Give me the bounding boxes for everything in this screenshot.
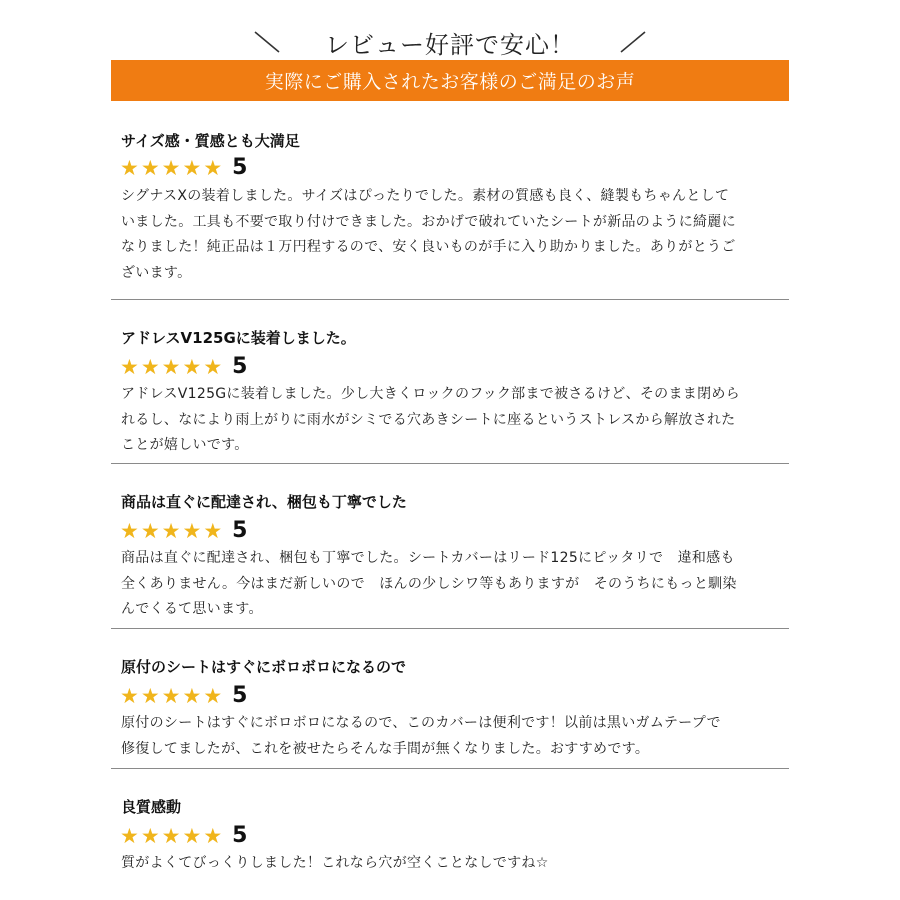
customer-voice-banner: 実際にご購入されたお客様のご満足のお声 xyxy=(111,60,789,101)
review-item xyxy=(111,629,789,769)
review-text xyxy=(121,382,783,459)
star-icon: ★ xyxy=(182,823,202,848)
review-text-line: いました。工具も不要で取り付けできました。おかげで破れていたシートが新品のように綺麗に xyxy=(121,213,736,230)
rating-score: 5 xyxy=(232,518,248,543)
review-item xyxy=(111,101,789,300)
star-icon: ★ xyxy=(161,518,181,543)
rating xyxy=(120,517,247,545)
review-list xyxy=(111,101,789,889)
star-icon: ★ xyxy=(140,518,160,543)
review-item xyxy=(111,300,789,464)
star-icon: ★ xyxy=(120,354,139,379)
star-icon: ★ xyxy=(203,823,223,848)
review-text-line: 全くありません。今はまだ新しいので ほんの少しシワ等もありますが そのうちにもっと馴染 xyxy=(121,575,737,592)
review-text xyxy=(121,851,783,877)
star-icon: ★ xyxy=(182,518,202,543)
review-text xyxy=(121,184,783,286)
star-icon: ★ xyxy=(140,155,160,180)
star-icon: ★ xyxy=(203,155,223,180)
review-text-line: シグナスXの装着しました。サイズはぴったりでした。素材の質感も良く、縫製もちゃんとして xyxy=(121,188,730,204)
review-text-line: んでくるて思います。 xyxy=(121,601,263,617)
star-icon: ★ xyxy=(120,518,139,543)
star-rating xyxy=(120,823,224,848)
review-text-line: ざいます。 xyxy=(121,264,192,281)
star-rating xyxy=(120,354,224,379)
review-text xyxy=(121,711,783,762)
rating-score: 5 xyxy=(232,683,248,708)
review-title: 商品は直ぐに配達され、梱包も丁寧でした xyxy=(121,493,407,511)
star-rating xyxy=(120,683,224,708)
review-text-line: ことが嬉しいです。 xyxy=(121,437,249,453)
review-text-line: 質がよくてびっくりしました！これなら穴が空くことなしですね☆ xyxy=(121,855,549,871)
star-icon: ★ xyxy=(182,354,202,379)
star-icon: ★ xyxy=(182,683,202,708)
star-icon: ★ xyxy=(161,155,181,180)
star-rating xyxy=(120,518,224,543)
review-title: サイズ感・質感とも大満足 xyxy=(121,132,300,150)
star-icon: ★ xyxy=(120,155,139,180)
review-title: アドレスV125Gに装着しました。 xyxy=(121,329,356,347)
rating xyxy=(120,682,247,710)
rating-score: 5 xyxy=(232,354,248,379)
review-text xyxy=(121,546,783,623)
review-text-line: 原付のシートはすぐにボロボロになるので、このカバーは便利です！以前は黒いガムテープで xyxy=(121,715,721,731)
slash-line-icon xyxy=(617,26,649,58)
star-icon: ★ xyxy=(203,683,223,708)
rating xyxy=(120,822,247,850)
star-icon: ★ xyxy=(203,354,223,379)
backslash-line-icon xyxy=(251,26,283,58)
review-text-line: 修復してましたが、これを被せたらそんな手間が無くなりました。おすすめです。 xyxy=(121,740,650,757)
rating xyxy=(120,154,247,182)
review-text-line: アドレスV125Gに装着しました。少し大きくロックのフック部まで被さるけど、そのまま閉めら xyxy=(121,386,740,402)
section-heading xyxy=(0,22,900,62)
review-text-line: なりました！純正品は１万円程するので、安く良いものが手に入り助かりました。ありがとうご xyxy=(121,239,736,255)
star-icon: ★ xyxy=(161,354,181,379)
star-rating xyxy=(120,155,224,180)
star-icon: ★ xyxy=(140,683,160,708)
rating-score: 5 xyxy=(232,823,248,848)
review-text-line: 商品は直ぐに配達され、梱包も丁寧でした。シートカバーはリード125にピッタリで 違和感も xyxy=(121,550,735,566)
star-icon: ★ xyxy=(161,823,181,848)
star-icon: ★ xyxy=(203,518,223,543)
review-title: 原付のシートはすぐにボロボロになるので xyxy=(121,658,407,676)
star-icon: ★ xyxy=(161,683,181,708)
section-title: レビュー好評で安心！ xyxy=(325,30,575,59)
star-icon: ★ xyxy=(120,823,139,848)
review-title: 良質感動 xyxy=(121,798,182,816)
star-icon: ★ xyxy=(120,683,139,708)
rating xyxy=(120,353,247,381)
rating-score: 5 xyxy=(232,155,248,180)
review-item xyxy=(111,464,789,629)
star-icon: ★ xyxy=(140,823,160,848)
review-text-line: れるし、なにより雨上がりに雨水がシミでる穴あきシートに座るというストレスから解放された xyxy=(121,411,736,428)
star-icon: ★ xyxy=(140,354,160,379)
star-icon: ★ xyxy=(182,155,202,180)
review-item xyxy=(111,769,789,889)
